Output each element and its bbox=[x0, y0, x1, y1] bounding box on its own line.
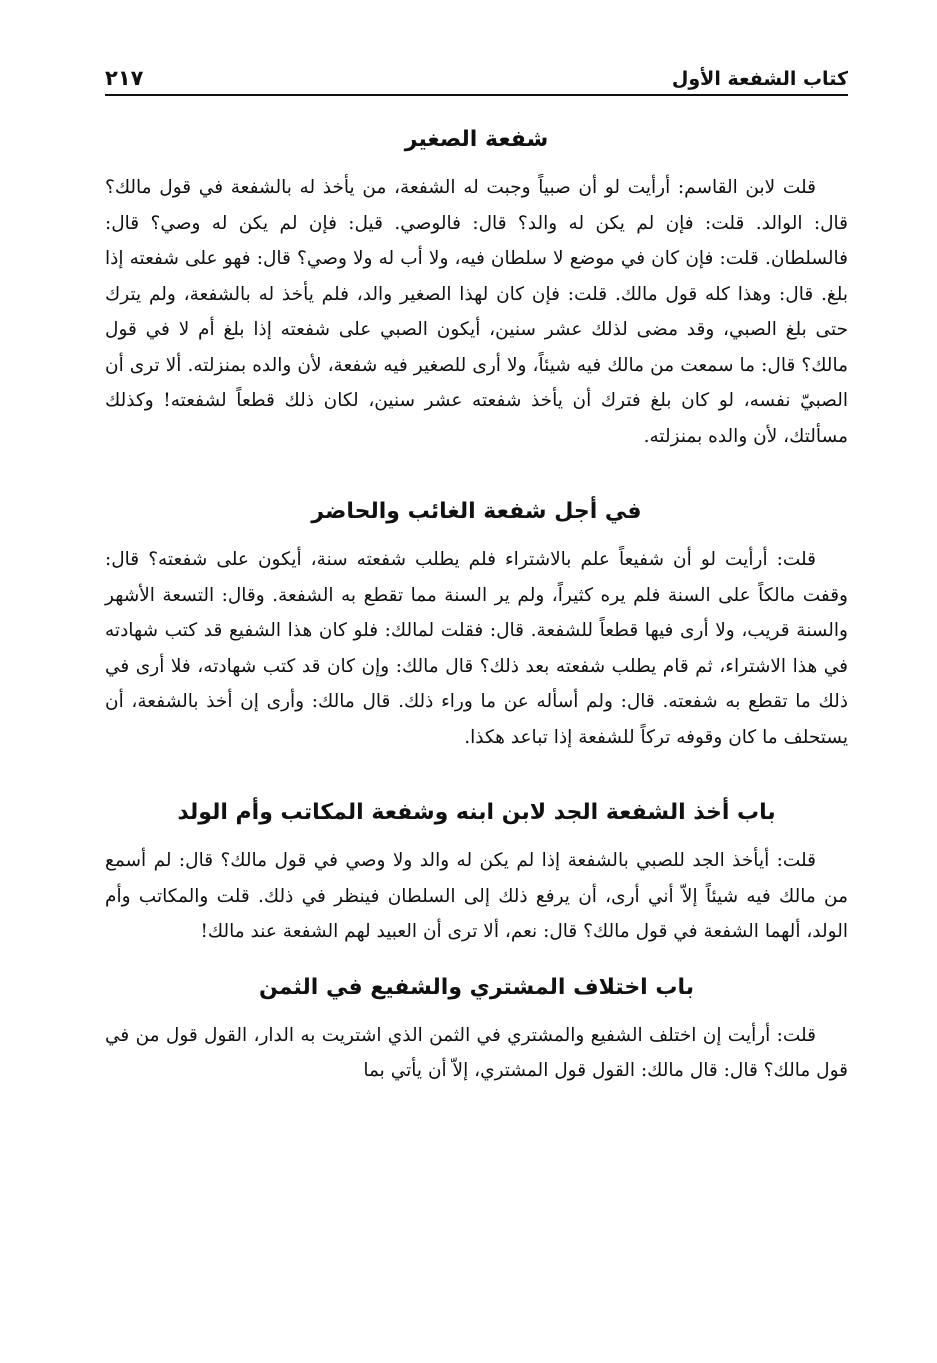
section-title-grandfather-mukatab: باب أخذ الشفعة الجد لابن ابنه وشفعة المكاتب وأم الولد bbox=[177, 800, 776, 825]
page-body bbox=[105, 118, 848, 1089]
page-number: ٢١٧ bbox=[105, 66, 144, 90]
section-title-price-dispute: باب اختلاف المشتري والشفيع في الثمن bbox=[258, 974, 695, 1000]
paragraph-absent-present-term: قلت: أرأيت لو أن شفيعاً علم بالاشتراء فلم يطلب شفعته سنة، أيكون على شفعته؟ قال: وقفت مالكاً على السنة فلم يره كثيراً، ولم ير السنة مما تقطع به الشفعة. وقال: التسعة الأشهر والسنة قريب، ولا أرى فيها قطعاً للشفعة. قال: فقلت لمالك: فلو كان هذا الشفيع قد كتب شهادته في هذا الاشتراء، ثم قام يطلب شفعته بعد ذلك؟ قال مالك: وإن كان قد كتب شهادته، فلا أرى في ذلك ما تقطع به شفعته. قال: ولم أسأله عن ما وراء ذلك. قال مالك: وأرى إن أخذ بالشفعة، أن يستحلف ما كان وقوفه تركاً للشفعة إذا تباعد هكذا. bbox=[105, 549, 848, 748]
running-title: كتاب الشفعة الأول bbox=[671, 68, 848, 90]
paragraph-minor-preemption: قلت لابن القاسم: أرأيت لو أن صبياً وجبت له الشفعة، من يأخذ له بالشفعة في قول مالك؟ قال: الوالد. قلت: فإن لم يكن له والد؟ قال: فالوصي. قيل: فإن لم يكن له وصي؟ قال: فالسلطان. قلت: فإن كان في موضع لا سلطان فيه، ولا أب له ولا وصي؟ قال: فهو على شفعته إذا بلغ. قال: وهذا كله قول مالك. قلت: فإن كان لهذا الصغير والد، فلم يأخذ له بالشفعة، ولم يترك حتى بلغ الصبي، وقد مضى لذلك عشر سنين، أيكون الصبي على شفعته إذا بلغ أم لا في قول مالك؟ قال: ما سمعت من مالك فيه شيئاً، ولا أرى للصغير فيه شفعة، لأن والده بمنزلته. ألا ترى أن الصبيّ نفسه، لو كان بلغ فترك أن يأخذ شفعته عشر سنين، لكان ذلك قطعاً لشفعته! وكذلك مسألتك، لأن والده بمنزلته. bbox=[105, 177, 848, 447]
paragraph-price-dispute: قلت: أرأيت إن اختلف الشفيع والمشتري في الثمن الذي اشتريت به الدار، القول قول من في قول مالك؟ قال: قال مالك: القول قول المشتري، إلاّ أن يأتي بما bbox=[105, 1024, 848, 1081]
section-title-absent-present-term: في أجل شفعة الغائب والحاضر bbox=[311, 499, 642, 524]
section-title-minor-preemption: شفعة الصغير bbox=[404, 127, 549, 152]
paragraph-grandfather-mukatab: قلت: أيأخذ الجد للصبي بالشفعة إذا لم يكن له والد ولا وصي في قول مالك؟ قال: لم أسمع من مالك فيه شيئاً إلاّ أني أرى، أن يرفع ذلك إلى السلطان فينظر في ذلك. قلت والمكاتب وأم الولد، ألهما الشفعة في قول مالك؟ قال: نعم، ألا ترى أن العبيد لهم الشفعة عند مالك! bbox=[105, 850, 848, 942]
running-header bbox=[105, 56, 848, 96]
